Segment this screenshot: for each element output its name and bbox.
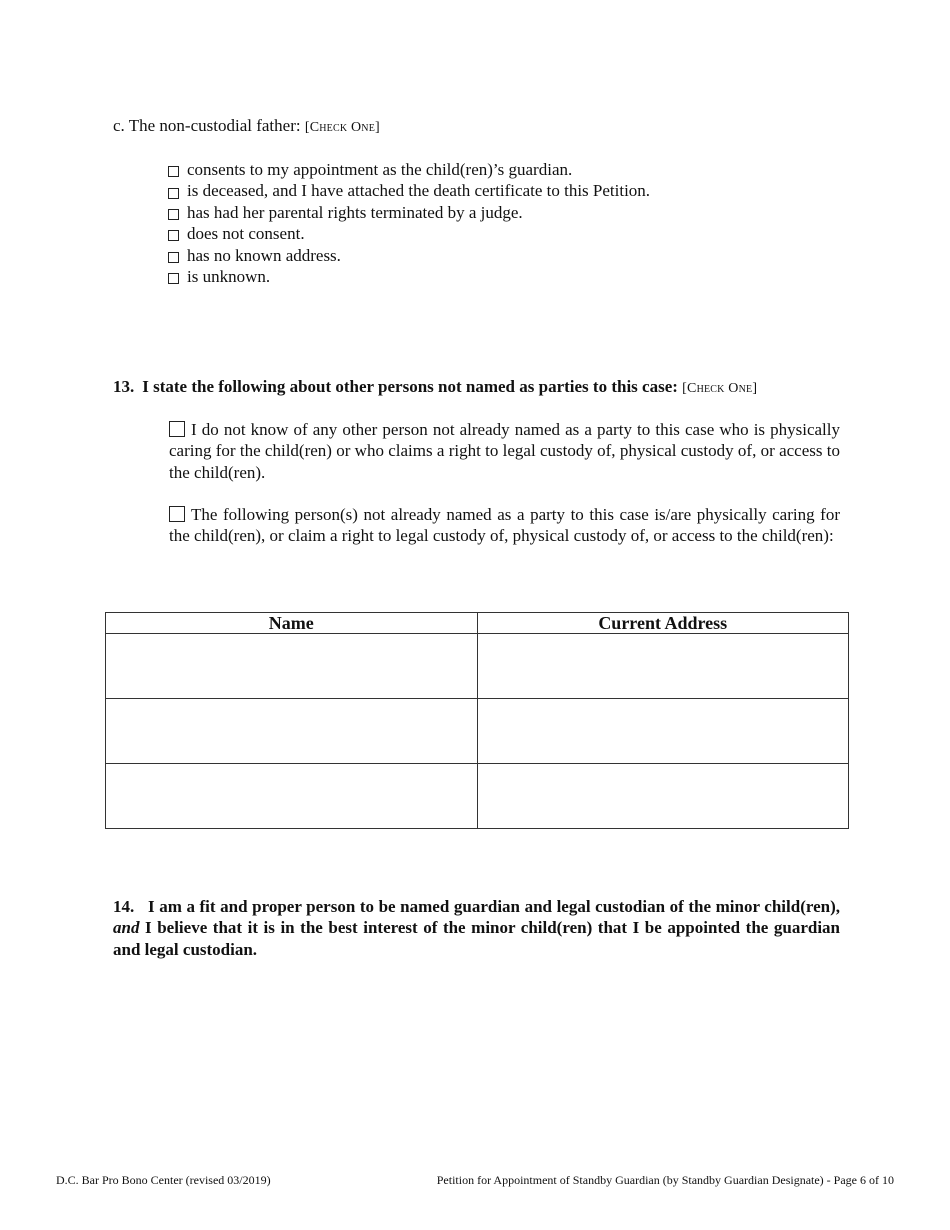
father-option-rights-terminated: has had her parental rights terminated by a judge.	[168, 202, 650, 223]
section-c-label: c.	[113, 116, 125, 135]
table-row	[106, 699, 849, 764]
checkbox-deceased[interactable]	[168, 188, 179, 199]
father-option-no-address: has no known address.	[168, 245, 650, 266]
name-cell[interactable]	[106, 634, 478, 699]
checkbox-no-other-persons[interactable]	[169, 421, 185, 437]
section-14-number: 14.	[113, 897, 135, 916]
column-header-address: Current Address	[477, 613, 849, 634]
address-cell[interactable]	[477, 699, 849, 764]
section-13-number: 13.	[113, 377, 135, 396]
section-14-statement: 14. I am a fit and proper person to be named guardian and legal custodian of the minor child(ren), and I believe that it is in the best interest of the minor child(ren) that I be appointed the guardian and legal custodian.	[113, 897, 841, 959]
footer-right: Petition for Appointment of Standby Guardian (by Standby Guardian Designate) - Page 6 of 10	[436, 1173, 894, 1187]
checkbox-following-persons[interactable]	[169, 506, 185, 522]
other-persons-option-none: I do not know of any other person not already named as a party to this case who is physically caring for the child(ren) or who claims a right to legal custody of, physical custody of, or access to the child(ren).	[169, 420, 840, 482]
checkbox-unknown[interactable]	[168, 273, 179, 284]
checkbox-does-not-consent[interactable]	[168, 230, 179, 241]
section-c-note: [Check One]	[304, 120, 380, 135]
table-row	[106, 634, 849, 699]
section-c-heading	[113, 116, 380, 136]
table-row	[106, 764, 849, 829]
father-option-unknown: is unknown.	[168, 266, 650, 287]
name-cell[interactable]	[106, 764, 478, 829]
checkbox-consents[interactable]	[168, 166, 179, 177]
address-cell[interactable]	[477, 764, 849, 829]
column-header-name: Name	[106, 613, 478, 634]
section-13-note: [Check One]	[682, 381, 758, 396]
other-persons-table	[105, 612, 849, 829]
father-option-does-not-consent: does not consent.	[168, 223, 650, 244]
section-c-title: The non-custodial father:	[128, 116, 301, 135]
section-13-heading	[113, 377, 757, 397]
father-option-deceased: is deceased, and I have attached the death certificate to this Petition.	[168, 180, 650, 201]
checkbox-rights-terminated[interactable]	[168, 209, 179, 220]
table-header-row	[106, 613, 849, 634]
section-14-emphasis: and	[113, 918, 140, 938]
section-13-title: I state the following about other persons not named as parties to this case:	[142, 377, 678, 396]
father-options	[168, 159, 650, 287]
footer-left: D.C. Bar Pro Bono Center (revised 03/2019)	[56, 1173, 271, 1187]
address-cell[interactable]	[477, 634, 849, 699]
checkbox-no-address[interactable]	[168, 252, 179, 263]
name-cell[interactable]	[106, 699, 478, 764]
father-option-consents: consents to my appointment as the child(ren)’s guardian.	[168, 159, 650, 180]
other-persons-option-following: The following person(s) not already named as a party to this case is/are physically caring for the child(ren), or claim a right to legal custody of, physical custody of, or access to the child(ren):	[169, 505, 840, 546]
